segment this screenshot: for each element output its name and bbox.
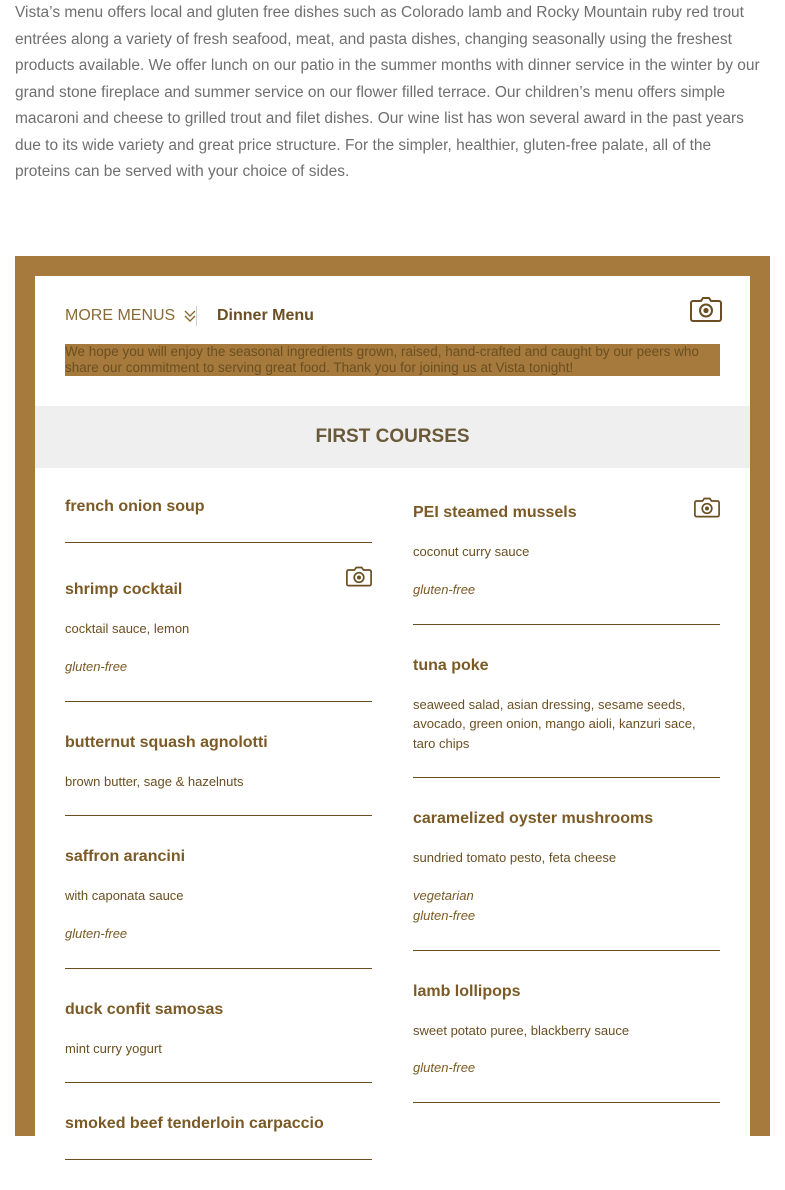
menu-panel — [35, 276, 750, 1156]
intro-paragraph: Vista’s menu offers local and gluten free dishes such as Colorado lamb and Rocky Mountain ruby red trout entrées along a variety of fresh seafood, meat, and pasta dishes, changing seasonally using the freshest products available. We offer lunch on our patio in the summer months with dinner service in the winter by our grand stone fireplace and summer service on our flower filled terrace. Our children’s menu offers simple macaroni and cheese to grilled trout and filet dishes. Our wine list has won several award in the past years due to its wide variety and great price structure. For the simpler, healthier, gluten-free palate, all of the proteins can be served with your choice of sides. — [15, 4, 760, 180]
dietary-tag: gluten-free — [413, 1060, 476, 1075]
menu-item — [65, 732, 372, 817]
menu-item — [413, 808, 720, 951]
more-menus-label: MORE MENUS — [65, 307, 176, 324]
menu-item — [65, 1113, 372, 1160]
dietary-tags — [413, 1058, 720, 1078]
menu-column-right — [413, 496, 720, 1133]
dietary-tags — [65, 924, 372, 944]
menu-item-name: PEI steamed mussels — [413, 504, 577, 521]
menu-item-description: coconut curry sauce — [413, 544, 530, 559]
dietary-tag: gluten-free — [413, 907, 476, 923]
dietary-tag: gluten-free — [413, 581, 476, 597]
menu-item-name: butternut squash agnolotti — [65, 733, 268, 751]
dietary-tags — [413, 886, 720, 926]
menu-column-left — [65, 496, 372, 1190]
menu-item-name: lamb lollipops — [413, 982, 521, 1000]
dietary-tag: gluten-free — [65, 658, 128, 674]
camera-icon[interactable] — [694, 496, 720, 518]
menu-item-name: tuna poke — [413, 656, 489, 674]
menu-item-name: saffron arancini — [65, 848, 186, 865]
menu-item-description: seaweed salad, asian dressing, sesame seeds, avocado, green onion, mango aioli, kanzuri sace, taro chips — [413, 696, 696, 751]
menu-item-name: caramelized oyster mushrooms — [413, 810, 654, 827]
section-title: FIRST COURSES — [35, 406, 750, 468]
menu-item — [65, 846, 372, 969]
menu-item — [413, 655, 720, 779]
menu-item — [413, 981, 720, 1104]
menu-item — [65, 999, 372, 1084]
dietary-tags — [413, 580, 720, 600]
menu-item-description: brown butter, sage & hazelnuts — [65, 773, 244, 789]
menu-item-description: cocktail sauce, lemon — [65, 621, 190, 636]
menu-item-description: sundried tomato pesto, feta cheese — [413, 850, 617, 865]
menu-item-name: duck confit samosas — [65, 1000, 224, 1018]
menu-item — [65, 573, 372, 702]
menu-item-description: with caponata sauce — [65, 888, 184, 903]
dietary-tags — [65, 657, 372, 677]
camera-icon[interactable] — [346, 565, 372, 587]
menu-nav — [65, 306, 720, 346]
dietary-tag: gluten-free — [65, 925, 128, 941]
menu-item-description: sweet potato puree, blackberry sauce — [413, 1022, 630, 1038]
menu-item-description: mint curry yogurt — [65, 1040, 162, 1056]
dinner-menu-tab[interactable]: Dinner Menu — [217, 307, 314, 324]
dietary-tag: vegetarian — [413, 887, 474, 903]
menu-frame — [15, 256, 770, 1136]
menu-item-name: french onion soup — [65, 498, 205, 515]
menu-item — [65, 496, 372, 543]
menu-item-name: smoked beef tenderloin carpaccio — [65, 1115, 324, 1132]
menu-item — [413, 496, 720, 625]
welcome-note: We hope you will enjoy the seasonal ingredients grown, raised, hand-crafted and caught by our peers who share our commitment to serving great food. Thank you for joining us at Vista tonight! — [65, 344, 720, 376]
camera-icon[interactable] — [690, 295, 722, 323]
more-menus-dropdown[interactable] — [65, 306, 196, 326]
nav-divider — [196, 306, 197, 326]
menu-item-name: shrimp cocktail — [65, 581, 183, 598]
chevron-double-down-icon — [184, 308, 196, 324]
